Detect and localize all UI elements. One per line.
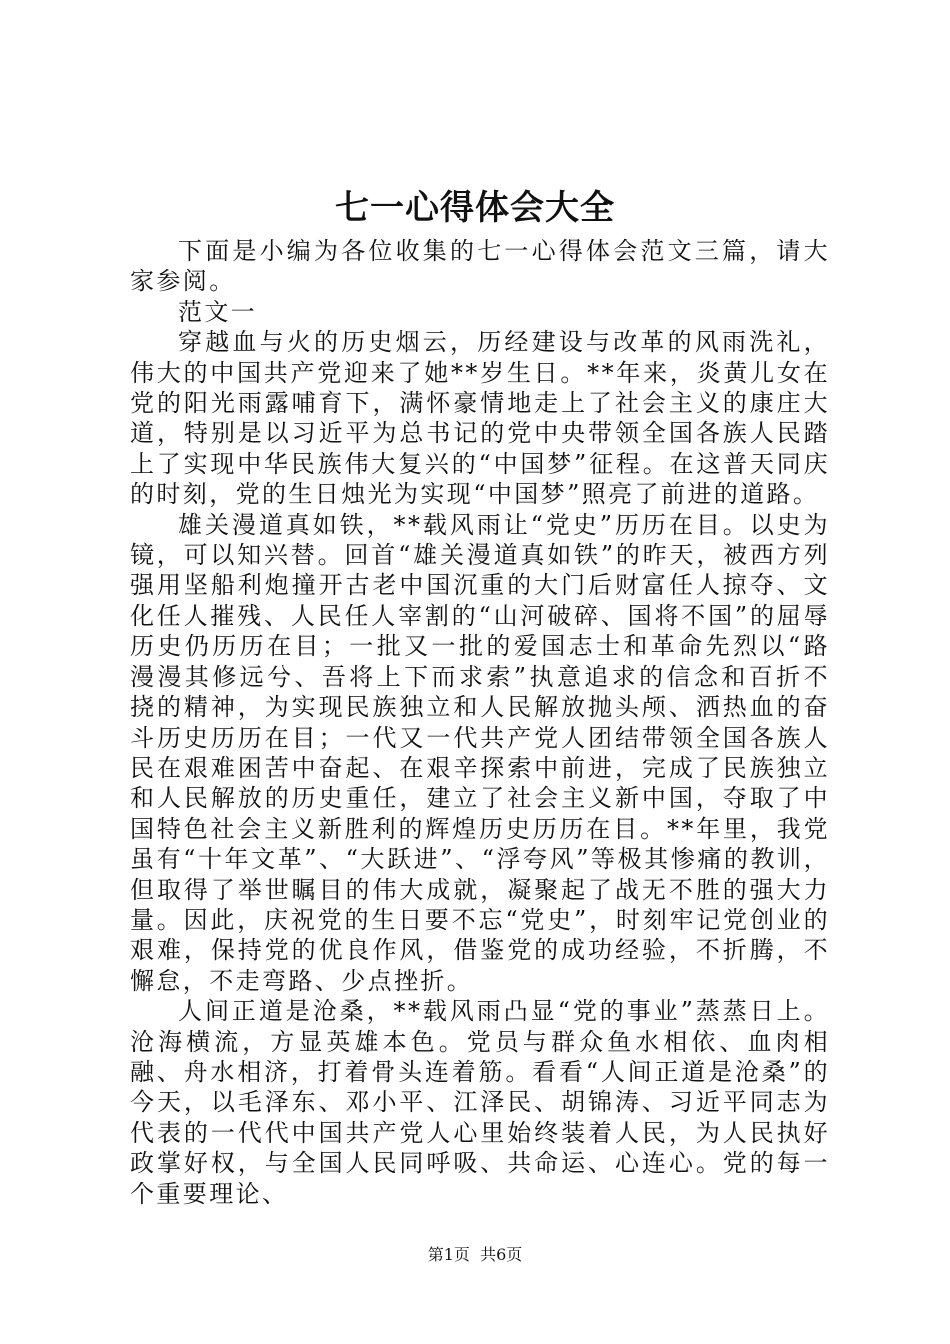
intro-paragraph: 下面是小编为各位收集的七一心得体会范文三篇，请大家参阅。	[130, 237, 830, 296]
page-footer	[0, 1244, 950, 1266]
body-paragraph-2: 雄关漫道真如铁，**载风雨让“党史”历历在目。以史为镜，可以知兴替。回首“雄关漫道真如铁”的昨天，被西方列强用坚船利炮撞开古老中国沉重的大门后财富任人掠夺、文化任人摧残、人民任人宰割的“山河破碎、国将不国”的屈辱历史仍历历在目；一批又一批的爱国志士和革命先烈以“路漫漫其修远兮、吾将上下而求索”执意追求的信念和百折不挠的精神，为实现民族独立和人民解放抛头颅、洒热血的奋斗历史历历在目；一代又一代共产党人团结带领全国各族人民在艰难困苦中奋起、在艰辛探索中前进，完成了民族独立和人民解放的历史重任，建立了社会主义新中国，夺取了中国特色社会主义新胜利的辉煌历史历历在目。**年里，我党虽有“十年文革”、“大跃进”、“浮夸风”等极其惨痛的教训，但取得了举世瞩目的伟大成就，凝聚起了战无不胜的强大力量。因此，庆祝党的生日要不忘“党史”，时刻牢记党创业的艰难，保持党的优良作风，借鉴党的成功经验，不折腾，不懈怠，不走弯路、少点挫折。	[130, 510, 830, 995]
page-number: 第1页	[427, 1245, 470, 1264]
section-heading: 范文一	[178, 297, 258, 326]
body-paragraph-3: 人间正道是沧桑，**载风雨凸显“党的事业”蒸蒸日上。沧海横流，方显英雄本色。党员与群众鱼水相依、血肉相融、舟水相济，打着骨头连着筋。看看“人间正道是沧桑”的今天，以毛泽东、邓小平、江泽民、胡锦涛、习近平同志为代表的一代代中国共产党人心里始终装着人民，为人民执好政掌好权，与全国人民同呼吸、共命运、心连心。党的每一个重要理论、	[130, 997, 830, 1208]
document-body	[130, 236, 830, 1209]
page-total: 共6页	[480, 1245, 523, 1264]
document-title: 七一心得体会大全	[335, 188, 615, 228]
body-paragraph-1: 穿越血与火的历史烟云，历经建设与改革的风雨洗礼，伟大的中国共产党迎来了她**岁生日。**年来，炎黄儿女在党的阳光雨露哺育下，满怀豪情地走上了社会主义的康庄大道，特别是以习近平为总书记的党中央带领全国各族人民踏上了实现中华民族伟大复兴的“中国梦”征程。在这普天同庆的时刻，党的生日烛光为实现“中国梦”照亮了前进的道路。	[130, 328, 830, 509]
